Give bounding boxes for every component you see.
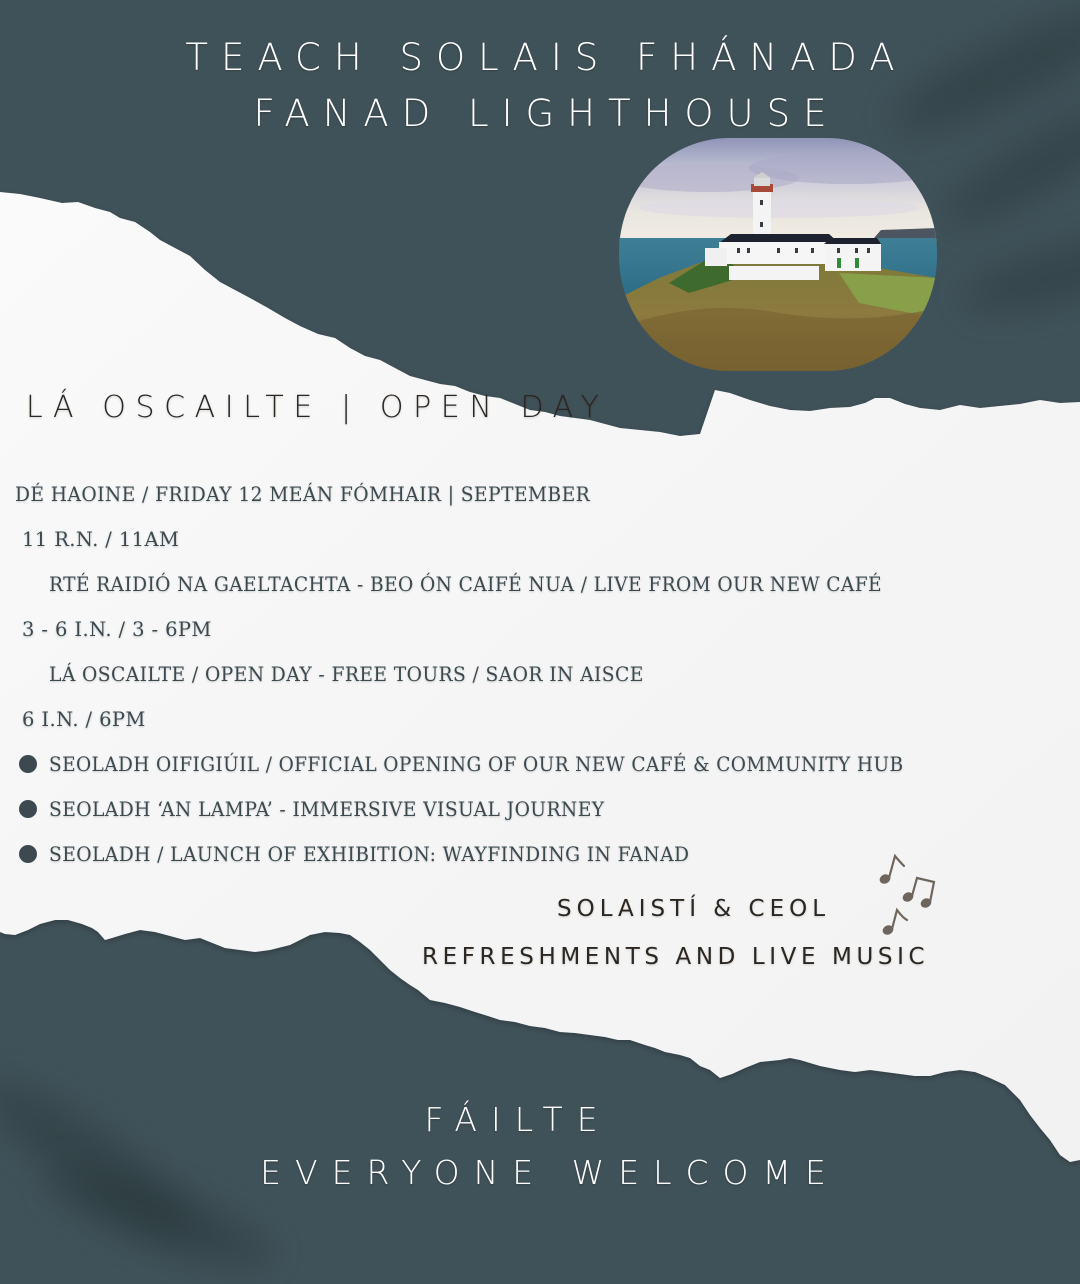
open-day-heading: LÁ OSCAILTE | OPEN DAY	[26, 390, 609, 425]
schedule-time-3-6pm: 3 - 6 I.N. / 3 - 6PM	[22, 618, 212, 641]
refreshments-english: REFRESHMENTS AND LIVE MUSIC	[422, 944, 930, 970]
bullet-text: SEOLADH / LAUNCH OF EXHIBITION: WAYFINDING IN FANAD	[49, 843, 690, 866]
welcome-english: EVERYONE WELCOME	[260, 1153, 840, 1192]
welcome-irish: FÁILTE	[424, 1100, 612, 1139]
title-block	[0, 30, 1080, 142]
schedule-bullet-item	[19, 798, 628, 821]
lighthouse-photo	[619, 138, 937, 371]
schedule-item-open-day: LÁ OSCAILTE / OPEN DAY - FREE TOURS / SAOR IN AISCE	[49, 663, 644, 686]
schedule-item-radio: RTÉ RAIDIÓ NA GAELTACHTA - BEO ÓN CAIFÉ NUA / LIVE FROM OUR NEW CAFÉ	[49, 573, 883, 596]
event-date: DÉ HAOINE / FRIDAY 12 MEÁN FÓMHAIR | SEPTEMBER	[15, 483, 591, 506]
title-english: FANAD LIGHTHOUSE	[253, 92, 840, 135]
bullet-icon	[19, 845, 37, 863]
bullet-text: SEOLADH OIFIGIÚIL / OFFICIAL OPENING OF OUR NEW CAFÉ & COMMUNITY HUB	[49, 753, 904, 776]
schedule-time-11am: 11 R.N. / 11AM	[22, 528, 180, 551]
schedule-bullet-item	[19, 753, 948, 776]
music-notes-icon	[876, 852, 946, 942]
lighthouse-illustration	[619, 138, 937, 371]
schedule-bullet-item	[19, 843, 716, 866]
refreshments-irish: SOLAISTÍ & CEOL	[557, 896, 831, 922]
bullet-icon	[19, 800, 37, 818]
bullet-text: SEOLADH ‘AN LAMPA’ - IMMERSIVE VISUAL JOURNEY	[49, 798, 605, 821]
schedule-time-6pm: 6 I.N. / 6PM	[22, 708, 146, 731]
title-irish: TEACH SOLAIS FHÁNADA	[185, 36, 908, 79]
bullet-icon	[19, 755, 37, 773]
